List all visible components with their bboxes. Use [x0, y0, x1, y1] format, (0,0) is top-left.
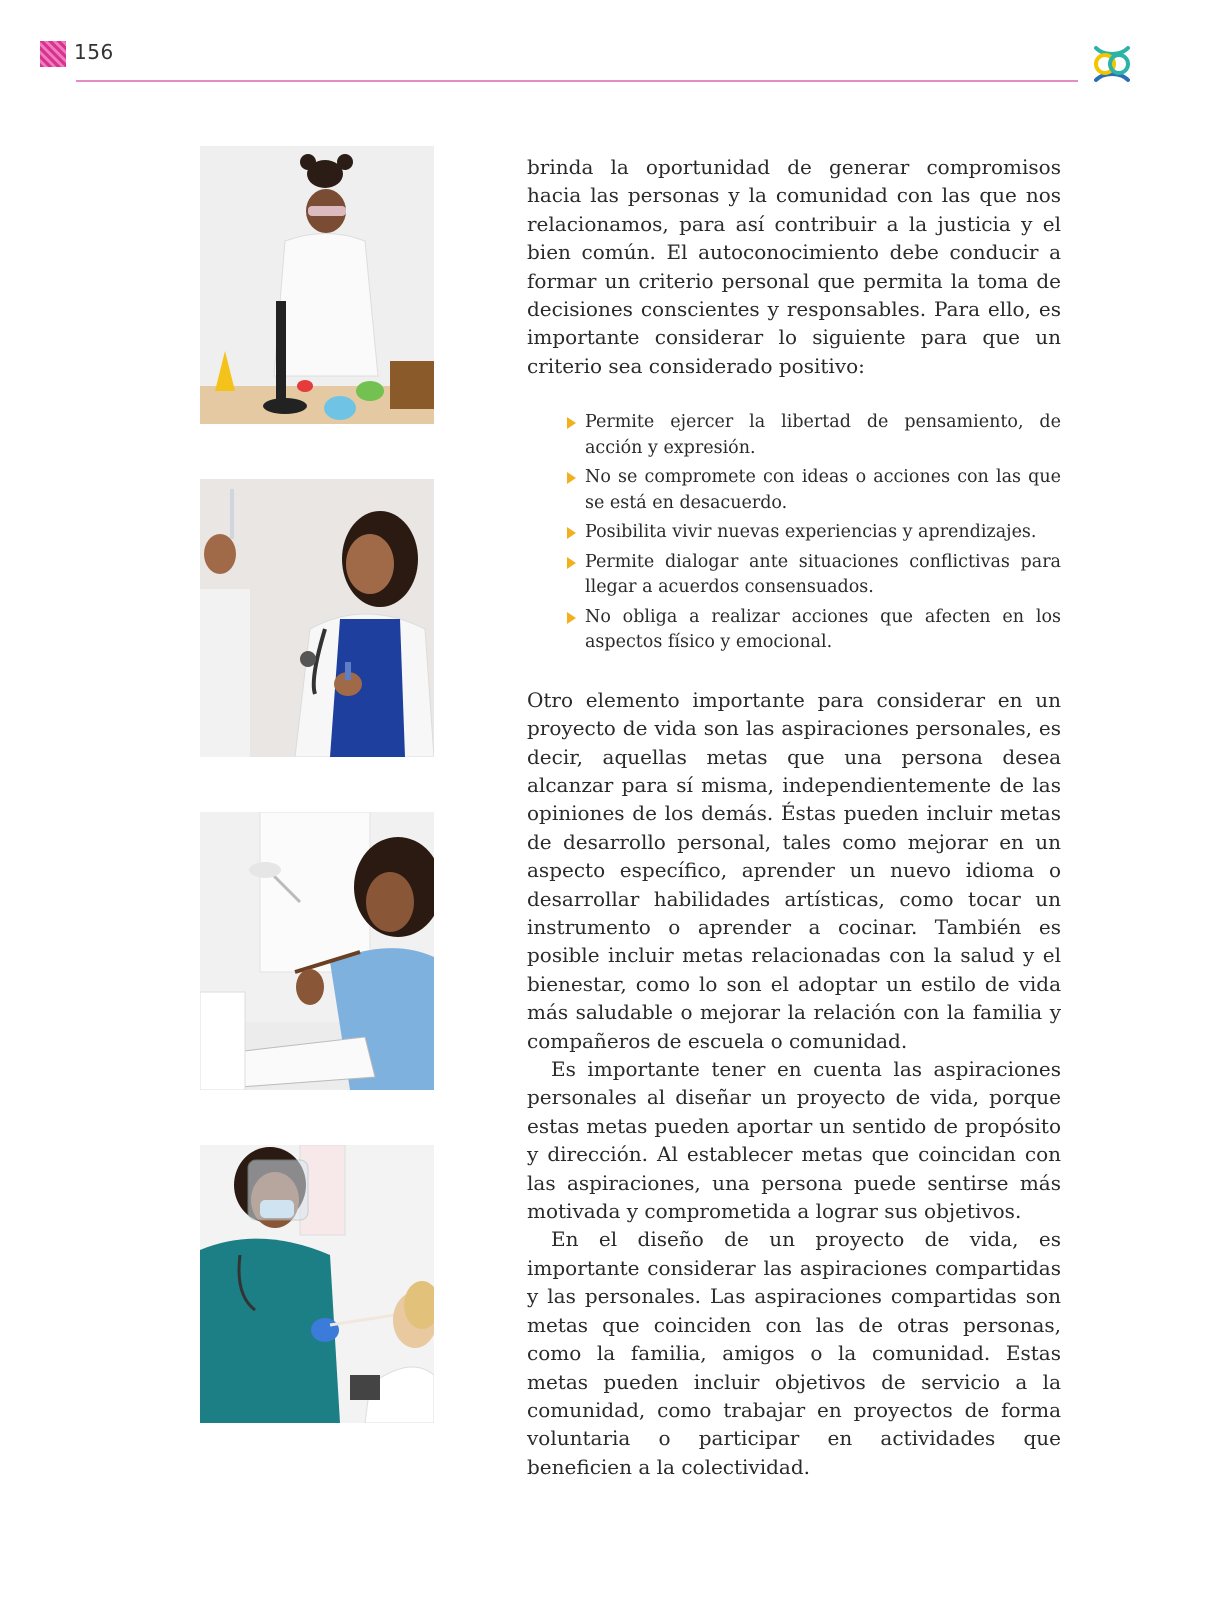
purpose-paragraph: Es importante tener en cuenta las aspiraciones personales al diseñar un proyecto de vida, porque estas metas pueden aportar un sentido de propósito y dirección. Al establecer metas que coincidan con las aspiraciones, una persona puede sentirse más motivada y comprometida a lograr sus objetivos. [527, 1057, 1061, 1224]
list-item [567, 520, 1061, 546]
triangle-bullet-icon [567, 557, 576, 569]
nurse-thinking-at-desk-photo [200, 812, 434, 1090]
list-item-text: No se compromete con ideas o acciones con las que se está en desacuerdo. [585, 467, 1061, 513]
list-item [567, 465, 1061, 516]
student-scientist-microscope-photo [200, 146, 434, 424]
list-item-text: Permite dialogar ante situaciones conflictivas para llegar a acuerdos consensuados. [585, 551, 1061, 598]
page-number: 156 [74, 40, 114, 64]
triangle-bullet-icon [567, 417, 576, 429]
list-item [567, 605, 1061, 656]
list-item [567, 410, 1061, 461]
list-item [567, 550, 1061, 601]
shared-aspirations-paragraph: En el diseño de un proyecto de vida, es importante considerar las aspiraciones compartidas y las personales. Las aspiraciones compartidas son metas que coinciden con las de otras personas, como la familia, amigos o la comunidad. Estas metas pueden incluir objetivos de servicio a la comunidad, como trabajar en proyectos de forma voluntaria o participar en actividades que beneficien a la colectividad. [527, 1227, 1061, 1479]
list-item-text: No obliga a realizar acciones que afecten en los aspectos físico y emocional. [585, 606, 1061, 653]
header-divider [76, 80, 1078, 82]
triangle-bullet-icon [567, 472, 576, 484]
aspirations-paragraph: Otro elemento importante para considerar en un proyecto de vida son las aspiraciones personales, es decir, aquellas metas que una persona desea alcanzar para sí misma, independientemente de las opiniones de los demás. Éstas pueden incluir metas de desarrollo personal, tales como mejorar en un aspecto específico, aprender un nuevo idioma o desarrollar habilidades artísticas, como tocar un instrumento o aprender a cocinar. También es posible incluir metas relacionadas con la salud y el bienestar, como lo son el adoptar un estilo de vida más saludable o mejorar la relación con la familia y compañeros de escuela o comunidad. [527, 687, 1061, 1053]
yellow-teal-knot-logo-icon [1088, 40, 1136, 88]
list-item-text: Posibilita vivir nuevas experiencias y aprendizajes. [585, 522, 1037, 543]
triangle-bullet-icon [567, 612, 576, 624]
list-item-text: Permite ejercer la libertad de pensamiento, de acción y expresión. [585, 412, 1061, 458]
main-text-column [527, 153, 1061, 1481]
triangle-bullet-icon [567, 527, 576, 539]
intro-paragraph: brinda la oportunidad de generar compromisos hacia las personas y la comunidad con las que nos relacionamos, para así contribuir a la justicia y el bien común. El autoconocimiento debe conducir a formar un criterio personal que permita la toma de decisiones conscientes y responsables. Para ello, es importante considerar lo siguiente para que un criterio sea considerado positivo: [527, 155, 1061, 378]
criteria-list [527, 410, 1061, 656]
header-pattern-icon [40, 41, 66, 67]
nurse-swab-test-photo [200, 1145, 434, 1423]
doctor-holding-syringe-photo [200, 479, 434, 757]
